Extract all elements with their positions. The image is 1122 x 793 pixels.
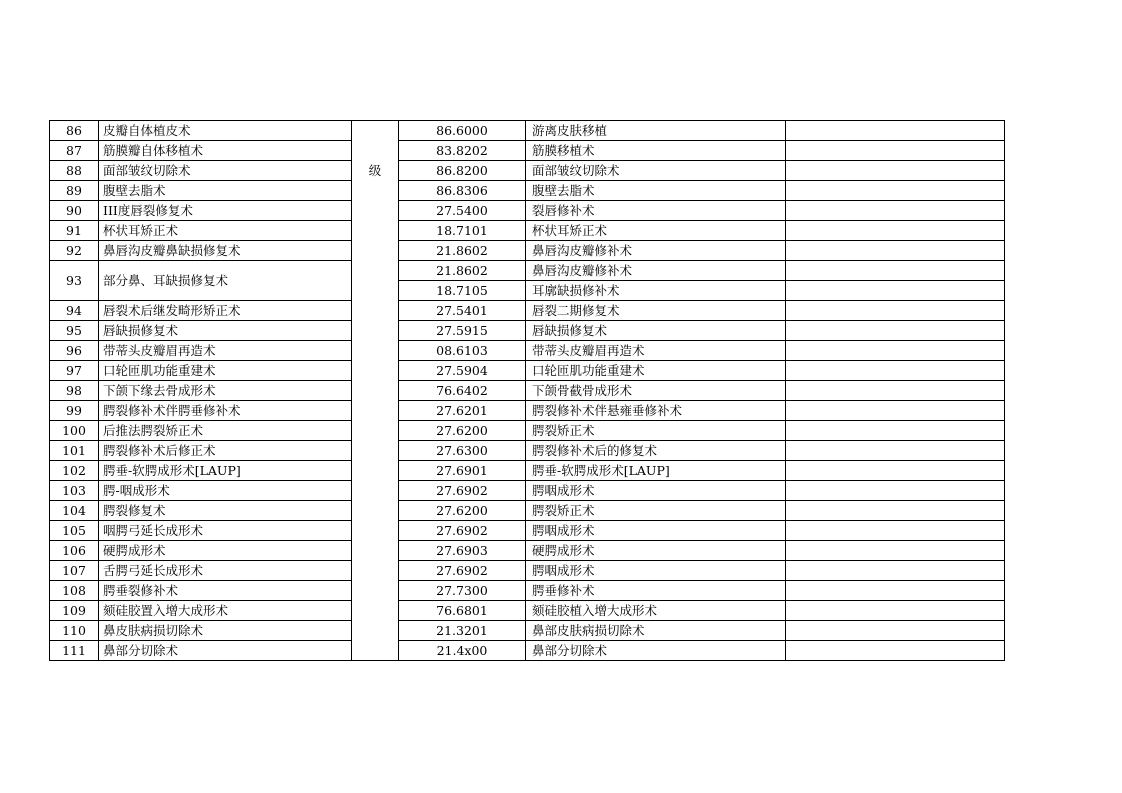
procedure-name: 舌腭弓延长成形术 <box>99 561 352 581</box>
icd-code: 18.7101 <box>399 221 526 241</box>
procedure-name: 鼻唇沟皮瓣鼻缺损修复术 <box>99 241 352 261</box>
note-cell <box>786 321 1005 341</box>
icd-procedure-name: 腭垂修补术 <box>526 581 786 601</box>
row-number: 108 <box>50 581 99 601</box>
note-cell <box>786 241 1005 261</box>
row-number: 96 <box>50 341 99 361</box>
row-number: 89 <box>50 181 99 201</box>
note-cell <box>786 201 1005 221</box>
row-number: 95 <box>50 321 99 341</box>
icd-procedure-name: 腭裂修补术后的修复术 <box>526 441 786 461</box>
table-row <box>50 161 1005 181</box>
icd-code: 86.6000 <box>399 121 526 141</box>
icd-code: 27.6902 <box>399 521 526 541</box>
row-number: 98 <box>50 381 99 401</box>
row-number: 91 <box>50 221 99 241</box>
icd-procedure-name: 腹壁去脂术 <box>526 181 786 201</box>
icd-code: 21.8602 <box>399 261 526 281</box>
icd-code: 27.6201 <box>399 401 526 421</box>
icd-procedure-name: 游离皮肤移植 <box>526 121 786 141</box>
table-row <box>50 541 1005 561</box>
table-row <box>50 421 1005 441</box>
procedure-name: 咽腭弓延长成形术 <box>99 521 352 541</box>
row-number: 111 <box>50 641 99 661</box>
icd-procedure-name: 面部皱纹切除术 <box>526 161 786 181</box>
procedure-name: 后推法腭裂矫正术 <box>99 421 352 441</box>
icd-code: 76.6801 <box>399 601 526 621</box>
icd-code: 27.6901 <box>399 461 526 481</box>
note-cell <box>786 221 1005 241</box>
table-row <box>50 221 1005 241</box>
row-number: 100 <box>50 421 99 441</box>
procedure-name: 唇缺损修复术 <box>99 321 352 341</box>
icd-procedure-name: 颏硅胶植入增大成形术 <box>526 601 786 621</box>
note-cell <box>786 361 1005 381</box>
note-cell <box>786 621 1005 641</box>
note-cell <box>786 141 1005 161</box>
icd-code: 27.5400 <box>399 201 526 221</box>
icd-procedure-name: 筋膜移植术 <box>526 141 786 161</box>
table-row <box>50 641 1005 661</box>
icd-procedure-name: 裂唇修补术 <box>526 201 786 221</box>
table-row <box>50 241 1005 261</box>
row-number: 90 <box>50 201 99 221</box>
procedure-name: 腹壁去脂术 <box>99 181 352 201</box>
table-row <box>50 181 1005 201</box>
row-number: 101 <box>50 441 99 461</box>
note-cell <box>786 381 1005 401</box>
table-row <box>50 521 1005 541</box>
note-cell <box>786 421 1005 441</box>
icd-code: 18.7105 <box>399 281 526 301</box>
procedure-table-body <box>50 121 1005 661</box>
icd-procedure-name: 鼻唇沟皮瓣修补术 <box>526 261 786 281</box>
icd-procedure-name: 唇缺损修复术 <box>526 321 786 341</box>
table-row <box>50 401 1005 421</box>
icd-code: 08.6103 <box>399 341 526 361</box>
table-row <box>50 601 1005 621</box>
table-row <box>50 321 1005 341</box>
icd-code: 27.6200 <box>399 421 526 441</box>
table-row <box>50 461 1005 481</box>
table-row <box>50 581 1005 601</box>
row-number: 88 <box>50 161 99 181</box>
procedure-name: 腭裂修补术后修正术 <box>99 441 352 461</box>
table-row <box>50 301 1005 321</box>
icd-code: 27.6300 <box>399 441 526 461</box>
procedure-name: 腭垂裂修补术 <box>99 581 352 601</box>
procedure-name: 口轮匝肌功能重建术 <box>99 361 352 381</box>
icd-procedure-name: 腭垂-软腭成形术[LAUP] <box>526 461 786 481</box>
row-number: 97 <box>50 361 99 381</box>
table-row <box>50 381 1005 401</box>
icd-code: 27.6903 <box>399 541 526 561</box>
icd-procedure-name: 下颌骨截骨成形术 <box>526 381 786 401</box>
row-number: 104 <box>50 501 99 521</box>
icd-procedure-name: 唇裂二期修复术 <box>526 301 786 321</box>
procedure-name: 硬腭成形术 <box>99 541 352 561</box>
icd-code: 83.8202 <box>399 141 526 161</box>
table-row <box>50 441 1005 461</box>
note-cell <box>786 541 1005 561</box>
note-cell <box>786 281 1005 301</box>
row-number: 93 <box>50 261 99 301</box>
note-cell <box>786 561 1005 581</box>
row-number: 94 <box>50 301 99 321</box>
procedure-name: 带蒂头皮瓣眉再造术 <box>99 341 352 361</box>
table-row <box>50 621 1005 641</box>
icd-procedure-name: 耳廓缺损修补术 <box>526 281 786 301</box>
procedure-name: 腭裂修补术伴腭垂修补术 <box>99 401 352 421</box>
procedure-name: 部分鼻、耳缺损修复术 <box>99 261 352 301</box>
note-cell <box>786 641 1005 661</box>
procedure-name: 颏硅胶置入增大成形术 <box>99 601 352 621</box>
icd-procedure-name: 鼻部皮肤病损切除术 <box>526 621 786 641</box>
procedure-name: 下颌下缘去骨成形术 <box>99 381 352 401</box>
icd-code: 27.5904 <box>399 361 526 381</box>
note-cell <box>786 401 1005 421</box>
procedure-name: 腭垂-软腭成形术[LAUP] <box>99 461 352 481</box>
icd-code: 86.8306 <box>399 181 526 201</box>
row-number: 92 <box>50 241 99 261</box>
icd-code: 86.8200 <box>399 161 526 181</box>
note-cell <box>786 521 1005 541</box>
icd-code: 27.7300 <box>399 581 526 601</box>
table-row <box>50 121 1005 141</box>
table-row <box>50 501 1005 521</box>
icd-procedure-name: 腭裂矫正术 <box>526 421 786 441</box>
procedure-name: 皮瓣自体植皮术 <box>99 121 352 141</box>
row-number: 102 <box>50 461 99 481</box>
icd-code: 27.5401 <box>399 301 526 321</box>
icd-code: 21.4x00 <box>399 641 526 661</box>
procedure-name: 鼻部分切除术 <box>99 641 352 661</box>
table-row <box>50 481 1005 501</box>
icd-code: 21.8602 <box>399 241 526 261</box>
note-cell <box>786 181 1005 201</box>
icd-procedure-name: 腭咽成形术 <box>526 481 786 501</box>
icd-code: 76.6402 <box>399 381 526 401</box>
procedure-name: 唇裂术后继发畸形矫正术 <box>99 301 352 321</box>
icd-procedure-name: 杯状耳矫正术 <box>526 221 786 241</box>
note-cell <box>786 501 1005 521</box>
note-cell <box>786 261 1005 281</box>
icd-procedure-name: 鼻部分切除术 <box>526 641 786 661</box>
row-number: 109 <box>50 601 99 621</box>
table-row <box>50 561 1005 581</box>
procedure-name: 鼻皮肤病损切除术 <box>99 621 352 641</box>
icd-code: 27.6902 <box>399 481 526 501</box>
table-row <box>50 341 1005 361</box>
icd-code: 21.3201 <box>399 621 526 641</box>
note-cell <box>786 461 1005 481</box>
icd-procedure-name: 腭咽成形术 <box>526 561 786 581</box>
table-row <box>50 261 1005 281</box>
row-number: 99 <box>50 401 99 421</box>
icd-procedure-name: 硬腭成形术 <box>526 541 786 561</box>
icd-code: 27.5915 <box>399 321 526 341</box>
icd-procedure-name: 带蒂头皮瓣眉再造术 <box>526 341 786 361</box>
procedure-name: 杯状耳矫正术 <box>99 221 352 241</box>
note-cell <box>786 161 1005 181</box>
procedure-name: 筋膜瓣自体移植术 <box>99 141 352 161</box>
row-number: 105 <box>50 521 99 541</box>
row-number: 86 <box>50 121 99 141</box>
procedure-name: III度唇裂修复术 <box>99 201 352 221</box>
procedure-name: 腭-咽成形术 <box>99 481 352 501</box>
level-column-continuation <box>352 221 399 661</box>
table-row <box>50 361 1005 381</box>
icd-code: 27.6902 <box>399 561 526 581</box>
row-number: 107 <box>50 561 99 581</box>
icd-procedure-name: 腭咽成形术 <box>526 521 786 541</box>
icd-procedure-name: 腭裂矫正术 <box>526 501 786 521</box>
icd-procedure-name: 鼻唇沟皮瓣修补术 <box>526 241 786 261</box>
note-cell <box>786 581 1005 601</box>
level-label: 级 <box>352 121 399 221</box>
note-cell <box>786 441 1005 461</box>
procedure-name: 腭裂修复术 <box>99 501 352 521</box>
note-cell <box>786 301 1005 321</box>
procedure-table <box>49 120 1005 661</box>
note-cell <box>786 481 1005 501</box>
table-row <box>50 201 1005 221</box>
table-row <box>50 141 1005 161</box>
note-cell <box>786 601 1005 621</box>
icd-procedure-name: 腭裂修补术伴悬雍垂修补术 <box>526 401 786 421</box>
note-cell <box>786 121 1005 141</box>
row-number: 110 <box>50 621 99 641</box>
row-number: 87 <box>50 141 99 161</box>
icd-procedure-name: 口轮匝肌功能重建术 <box>526 361 786 381</box>
icd-code: 27.6200 <box>399 501 526 521</box>
row-number: 103 <box>50 481 99 501</box>
note-cell <box>786 341 1005 361</box>
row-number: 106 <box>50 541 99 561</box>
procedure-name: 面部皱纹切除术 <box>99 161 352 181</box>
